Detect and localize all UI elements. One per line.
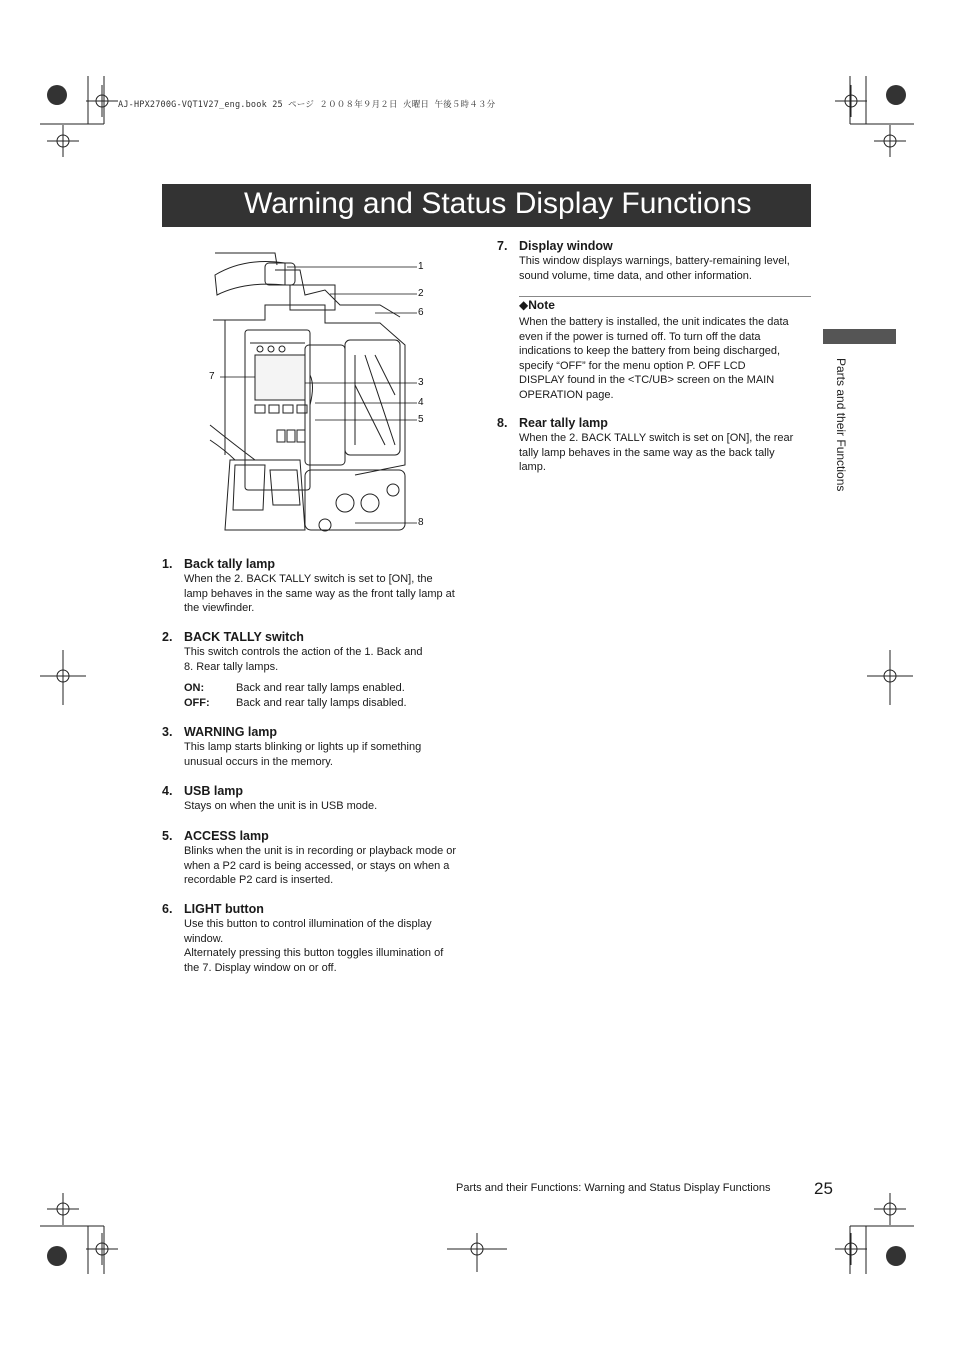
callout-6: 6	[418, 307, 424, 318]
note-heading: ◆Note	[519, 298, 555, 312]
item-heading: ACCESS lamp	[184, 829, 269, 843]
item-access-lamp: 5. ACCESS lamp Blinks when the unit is in recording or playback mode or when a P2 card is being accessed, or stays on when a recordable P2 card is inserted.	[162, 829, 457, 886]
item-heading: BACK TALLY switch	[184, 630, 304, 644]
page-title-bar	[162, 184, 811, 227]
item-heading: WARNING lamp	[184, 725, 278, 739]
camera-illustration	[205, 245, 435, 540]
callout-8: 8	[418, 517, 424, 528]
note-divider	[519, 296, 811, 297]
item-light-button: 6. LIGHT button Use this button to control illumination of the display window. Alternately pressing this button toggles illumination of the 7. Display window on or off.	[162, 902, 444, 974]
note-body: When the battery is installed, the unit indicates the data even if the power is turned off. To turn off the data indications to keep the battery from being discharged, specify “OFF” for the menu option P. OFF LCD DISPLAY found in the <TC/UB> screen on the MAIN OPERATION page.	[519, 316, 789, 401]
item-heading: Back tally lamp	[184, 557, 276, 571]
callout-5: 5	[418, 414, 424, 425]
page-number: 25	[814, 1179, 833, 1198]
file-header-line: AJ-HPX2700G-VQT1V27_eng.book 25 ページ ２００８年９月２日 火曜日 午後５時４３分	[118, 100, 496, 110]
item-heading: Rear tally lamp	[519, 416, 608, 430]
item-usb-lamp: 4. USB lamp Stays on when the unit is in USB mode.	[162, 784, 378, 812]
callout-3: 3	[418, 377, 424, 388]
callout-2: 2	[418, 288, 424, 299]
option-row-on: ON: Back and rear tally lamps enabled.	[184, 682, 405, 694]
footer-section-text: Parts and their Functions: Warning and Status Display Functions	[456, 1182, 771, 1194]
callout-1: 1	[418, 261, 424, 272]
callout-7: 7	[209, 371, 215, 382]
item-back-tally-lamp: 1. Back tally lamp When the 2. BACK TALLY switch is set to [ON], the lamp behaves in the same way as the front tally lamp at the viewfinder.	[162, 557, 455, 614]
item-warning-lamp: 3. WARNING lamp This lamp starts blinking or lights up if something unusual occurs in the memory.	[162, 725, 422, 768]
callout-4: 4	[418, 397, 424, 408]
side-section-label: Parts and their Functions	[834, 358, 848, 492]
item-back-tally-switch: 2. BACK TALLY switch This switch controls the action of the 1. Back and 8. Rear tally lamps. ON: Back and rear tally lamps enabled. OFF: Back and rear tally lamps disabled.	[162, 629, 482, 710]
item-heading: USB lamp	[184, 784, 244, 798]
option-row-off: OFF: Back and rear tally lamps disabled.	[184, 696, 407, 709]
page-title: Warning and Status Display Functions	[244, 187, 752, 220]
camera-rear-drawing	[205, 245, 435, 540]
item-rear-tally-lamp: 8. Rear tally lamp When the 2. BACK TALLY switch is set on [ON], the rear tally lamp behaves in the same way as the back tally lamp.	[497, 416, 794, 473]
item-heading: Display window	[519, 239, 613, 253]
side-tab-marker	[823, 329, 896, 344]
item-heading: LIGHT button	[184, 902, 264, 916]
item-display-window: 7. Display window This window displays warnings, battery-remaining level, sound volume, time data, and other information.	[497, 239, 790, 282]
